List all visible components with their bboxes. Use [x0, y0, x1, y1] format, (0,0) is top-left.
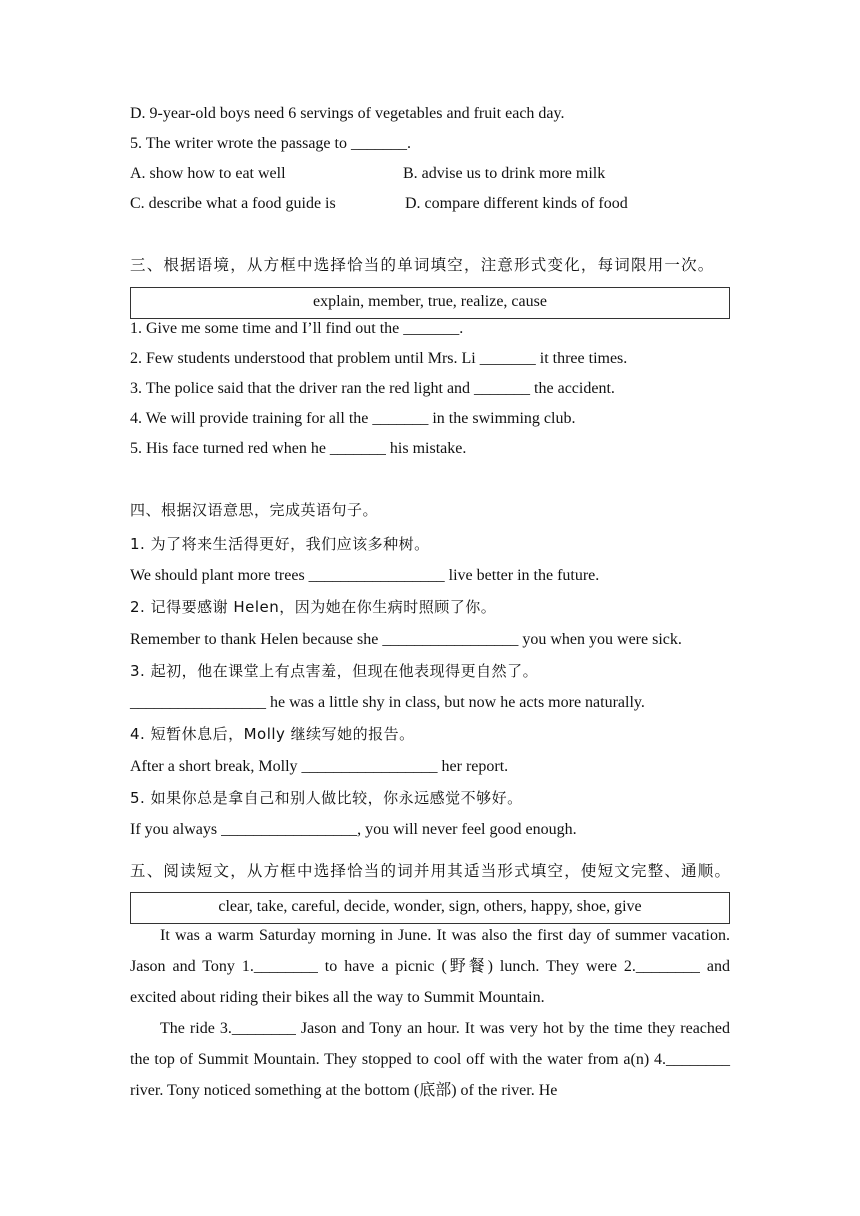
- section4-item-4-english: After a short break, Molly _________________ her report.: [130, 758, 509, 775]
- q5-option-c: C. describe what a food guide is: [130, 195, 336, 212]
- q5-option-d: D. compare different kinds of food: [405, 195, 628, 212]
- section5-paragraph-1: It was a warm Saturday morning in June. It was also the first day of summer vacation. Jason and Tony 1.________ to have a picnic (野餐) lunch. They were 2.________ and excited about riding their bikes all the way to Summit Mountain.: [130, 927, 730, 1006]
- section3-heading: 三、根据语境，从方框中选择恰当的单词填空，注意形式变化，每词限用一次。: [130, 256, 715, 274]
- section4-item-3-english: _________________ he was a little shy in class, but now he acts more naturally.: [130, 694, 645, 711]
- q5-question: 5. The writer wrote the passage to _______.: [130, 135, 411, 152]
- q5-option-b: B. advise us to drink more milk: [403, 165, 606, 182]
- section4-item-5-chinese: 5. 如果你总是拿自己和别人做比较，你永远感觉不够好。: [130, 789, 523, 807]
- section3-item-1: 1. Give me some time and I’ll find out the _______.: [130, 320, 464, 337]
- q5-option-a: A. show how to eat well: [130, 165, 286, 182]
- section5-paragraph-2: The ride 3.________ Jason and Tony an hour. It was very hot by the time they reached the top of Summit Mountain. They stopped to cool off with the water from a(n) 4.________ river. Tony noticed something at the bottom (底部) of the river. He: [130, 1020, 730, 1099]
- section4-item-2-english: Remember to thank Helen because she _________________ you when you were sick.: [130, 631, 682, 648]
- section3-item-2: 2. Few students understood that problem until Mrs. Li _______ it three times.: [130, 350, 628, 367]
- q4-option-d: D. 9-year-old boys need 6 servings of vegetables and fruit each day.: [130, 105, 565, 122]
- section4-item-1-chinese: 1. 为了将来生活得更好，我们应该多种树。: [130, 535, 430, 553]
- section3-item-5: 5. His face turned red when he _______ his mistake.: [130, 440, 467, 457]
- section5-heading: 五、阅读短文，从方框中选择恰当的词并用其适当形式填空，使短文完整、通顺。: [130, 862, 732, 880]
- section4-item-2-chinese: 2. 记得要感谢 Helen，因为她在你生病时照顾了你。: [130, 598, 497, 616]
- section3-word-box: explain, member, true, realize, cause: [130, 287, 730, 319]
- section4-item-4-chinese: 4. 短暂休息后，Molly 继续写她的报告。: [130, 725, 415, 743]
- section4-heading: 四、根据汉语意思，完成英语句子。: [130, 501, 379, 519]
- section3-item-3: 3. The police said that the driver ran the red light and _______ the accident.: [130, 380, 615, 397]
- section4-item-3-chinese: 3. 起初，他在课堂上有点害羞，但现在他表现得更自然了。: [130, 662, 539, 680]
- section4-item-1-english: We should plant more trees _________________ live better in the future.: [130, 567, 600, 584]
- section3-item-4: 4. We will provide training for all the _______ in the swimming club.: [130, 410, 576, 427]
- section5-word-box: clear, take, careful, decide, wonder, sign, others, happy, shoe, give: [130, 892, 730, 924]
- section4-item-5-english: If you always _________________, you will never feel good enough.: [130, 821, 577, 838]
